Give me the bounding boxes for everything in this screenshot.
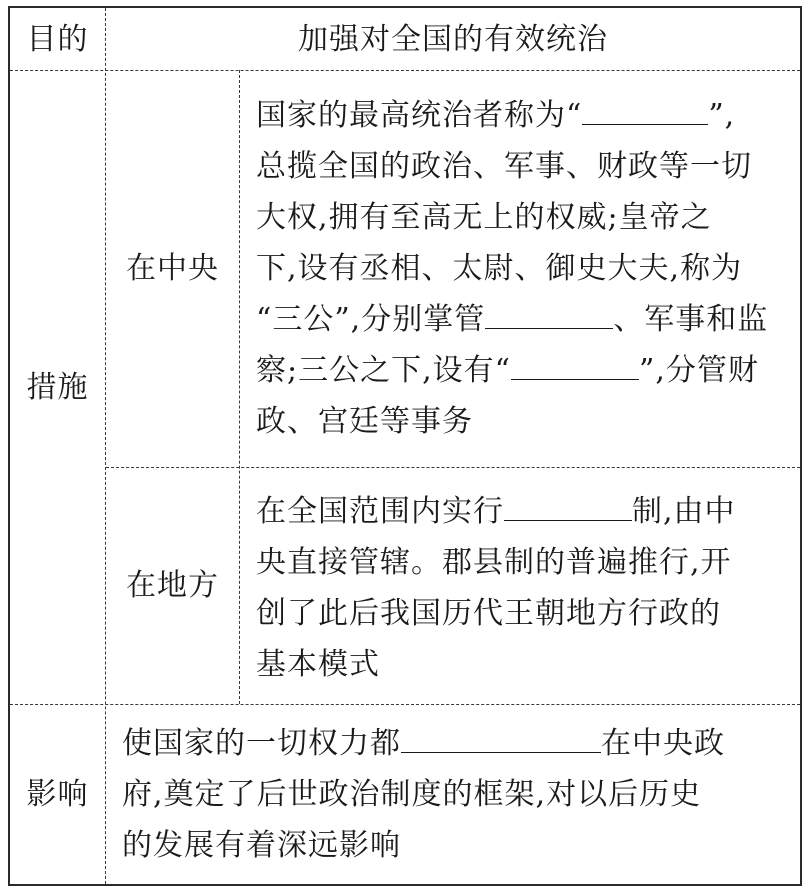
impact-line-3: 的发展有着深远影响: [122, 828, 401, 863]
central-line-5: “三公”,分别掌管 、军事和监: [256, 294, 796, 345]
purpose-content: [106, 8, 800, 70]
central-label-text: 在中央: [126, 251, 219, 286]
central-line-3: 大权,拥有至高无上的权威;皇帝之: [256, 200, 712, 235]
purpose-label: [10, 8, 105, 70]
answer-blank[interactable]: [504, 490, 632, 521]
central-line-4: 下,设有丞相、太尉、御史大夫,称为: [256, 251, 743, 286]
measures-label: [10, 70, 105, 704]
local-line-3: 创了此后我国历代王朝地方行政的: [256, 596, 721, 631]
local-line-2: 央直接管辖。郡县制的普遍推行,开: [256, 545, 732, 580]
central-label: [106, 70, 239, 467]
measures-label-text: 措施: [26, 369, 89, 405]
local-line-4: 基本模式: [256, 647, 380, 682]
answer-blank[interactable]: [401, 722, 601, 753]
answer-blank[interactable]: [582, 94, 708, 125]
column-divider-sublabel: [239, 70, 240, 704]
impact-content: [122, 718, 798, 871]
local-content: [256, 486, 796, 690]
central-line-2: 总揽全国的政治、军事、财政等一切: [256, 149, 752, 184]
local-line-1: 在全国范围内实行 制,由中: [256, 486, 796, 537]
answer-blank[interactable]: [511, 349, 639, 380]
purpose-label-text: 目的: [26, 21, 89, 57]
answer-blank[interactable]: [485, 298, 613, 329]
central-content: [256, 90, 796, 447]
impact-line-2: 府,奠定了后世政治制度的框架,对以后历史: [122, 777, 702, 812]
central-line-7: 政、宫廷等事务: [256, 404, 473, 439]
row-divider-impact: [10, 704, 800, 705]
purpose-content-text: 加强对全国的有效统治: [298, 21, 608, 57]
central-line-1: 国家的最高统治者称为“ ”,: [256, 90, 796, 141]
impact-line-1: 使国家的一切权力都 在中央政: [122, 718, 798, 769]
impact-label-text: 影响: [26, 776, 89, 812]
central-line-6: 察;三公之下,设有“ ”,分管财: [256, 345, 796, 396]
local-label: [106, 467, 239, 704]
fill-in-table: [8, 6, 802, 886]
local-label-text: 在地方: [126, 568, 219, 603]
impact-label: [10, 704, 105, 884]
